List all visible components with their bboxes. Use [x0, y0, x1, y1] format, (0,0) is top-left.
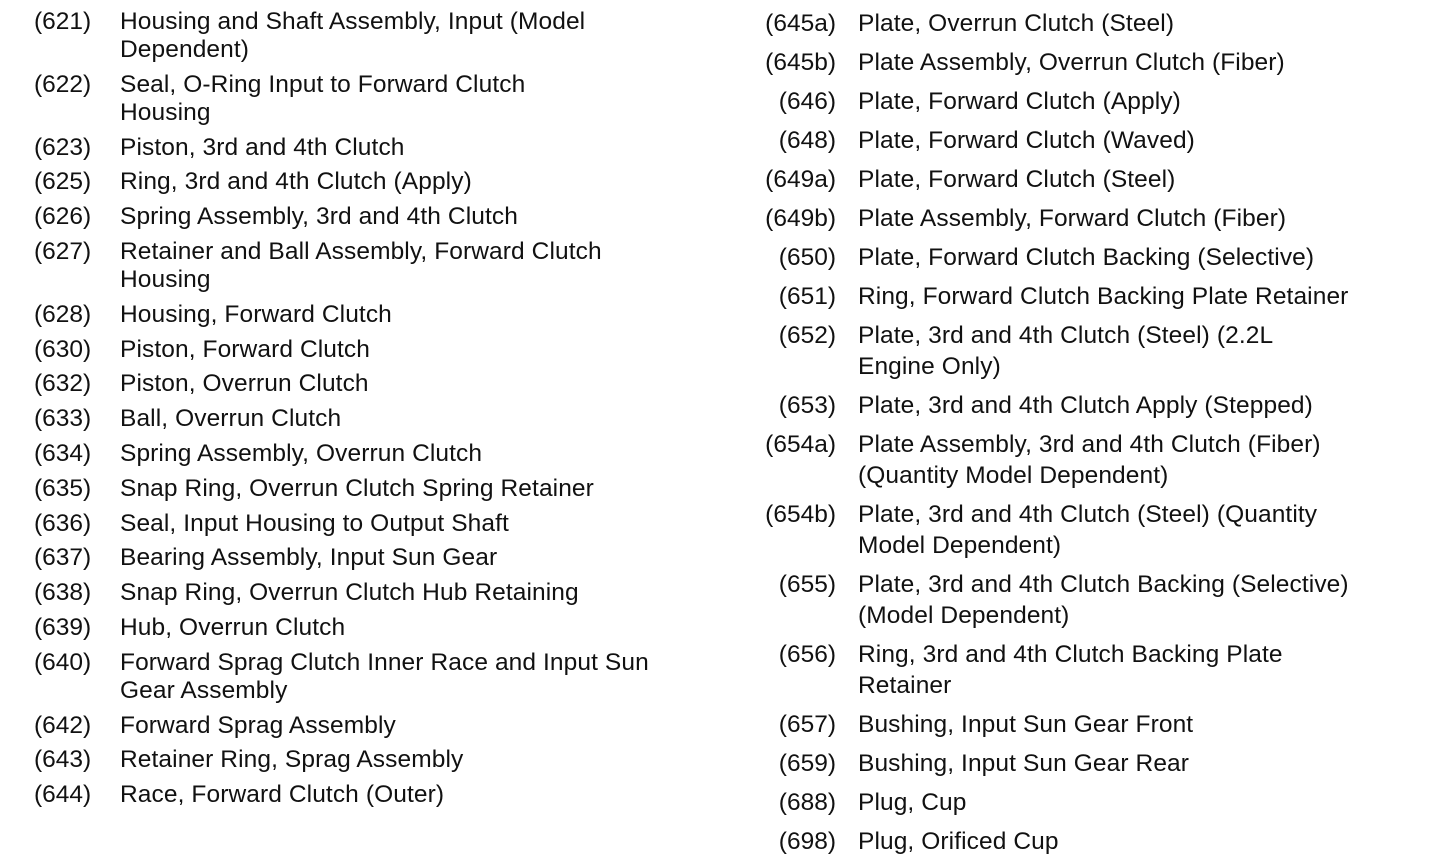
list-item: [34, 203, 714, 231]
part-number: (649b): [765, 205, 836, 232]
part-number: (627): [34, 237, 92, 265]
part-description: Piston, 3rd and 4th Clutch: [120, 133, 405, 161]
part-description: Plate Assembly, Forward Clutch (Fiber): [858, 205, 1287, 232]
part-description: Plate, 3rd and 4th Clutch (Steel) (Quantity Model Dependent): [858, 501, 1318, 559]
list-item: [756, 320, 1436, 382]
list-item: [34, 510, 714, 538]
part-number: (656): [778, 641, 836, 668]
part-description: Retainer and Ball Assembly, Forward Clutch Housing: [120, 237, 602, 293]
list-item: [756, 203, 1436, 234]
parts-list-right: [756, 8, 1436, 865]
part-description: Plate, Forward Clutch (Apply): [858, 88, 1181, 115]
part-number: (688): [778, 789, 836, 816]
part-number: (635): [34, 474, 92, 502]
part-description: Piston, Overrun Clutch: [120, 370, 369, 398]
part-number: (636): [34, 509, 92, 537]
list-item: [756, 499, 1436, 561]
part-number: (642): [34, 711, 92, 739]
part-number: (650): [778, 244, 836, 271]
list-item: [34, 614, 714, 642]
part-description: Ring, Forward Clutch Backing Plate Retainer: [858, 283, 1349, 310]
part-description: Snap Ring, Overrun Clutch Spring Retainer: [120, 474, 594, 502]
list-item: [756, 164, 1436, 195]
list-item: [34, 440, 714, 468]
part-description: Forward Sprag Clutch Inner Race and Input Sun Gear Assembly: [120, 648, 649, 704]
part-number: (634): [34, 439, 92, 467]
list-item: [34, 168, 714, 196]
part-description: Spring Assembly, Overrun Clutch: [120, 439, 483, 467]
part-number: (639): [34, 613, 92, 641]
part-description: Ring, 3rd and 4th Clutch Backing Plate Retainer: [858, 641, 1283, 699]
part-description: Piston, Forward Clutch: [120, 335, 371, 363]
part-description: Plate Assembly, Overrun Clutch (Fiber): [858, 49, 1285, 76]
part-number: (654a): [765, 431, 836, 458]
part-number: (633): [34, 405, 92, 433]
list-item: [34, 579, 714, 607]
part-number: (649a): [765, 166, 836, 193]
part-number: (651): [778, 283, 836, 310]
part-number: (644): [34, 781, 92, 809]
list-item: [34, 301, 714, 329]
part-number: (698): [778, 828, 836, 855]
part-description: Plug, Orificed Cup: [858, 828, 1059, 855]
list-item: [34, 649, 714, 705]
part-number: (653): [778, 392, 836, 419]
list-item: [34, 238, 714, 294]
part-description: Plate, 3rd and 4th Clutch Apply (Stepped): [858, 392, 1313, 419]
part-description: Retainer Ring, Sprag Assembly: [120, 746, 464, 774]
parts-list-left: [34, 8, 714, 816]
part-description: Plate, 3rd and 4th Clutch Backing (Selective) (Model Dependent): [858, 571, 1349, 629]
list-item: [756, 242, 1436, 273]
part-number: (654b): [765, 501, 836, 528]
list-item: [756, 826, 1436, 857]
list-item: [34, 544, 714, 572]
part-number: (659): [778, 750, 836, 777]
part-description: Plate, Forward Clutch (Steel): [858, 166, 1176, 193]
part-description: Plate, Forward Clutch Backing (Selective): [858, 244, 1315, 271]
part-description: Plug, Cup: [858, 789, 967, 816]
part-description: Spring Assembly, 3rd and 4th Clutch: [120, 203, 518, 231]
list-item: [756, 281, 1436, 312]
part-number: (645a): [765, 10, 836, 37]
part-number: (645b): [765, 49, 836, 76]
list-item: [34, 8, 714, 64]
part-description: Snap Ring, Overrun Clutch Hub Retaining: [120, 579, 579, 607]
list-item: [756, 787, 1436, 818]
list-item: [756, 429, 1436, 491]
part-description: Bearing Assembly, Input Sun Gear: [120, 544, 498, 572]
part-description: Plate, Overrun Clutch (Steel): [858, 10, 1175, 37]
part-description: Plate, Forward Clutch (Waved): [858, 127, 1195, 154]
list-item: [756, 8, 1436, 39]
part-description: Plate Assembly, 3rd and 4th Clutch (Fiber) (Quantity Model Dependent): [858, 431, 1321, 489]
part-description: Race, Forward Clutch (Outer): [120, 781, 445, 809]
part-description: Housing and Shaft Assembly, Input (Model Dependent): [120, 8, 586, 63]
part-description: Plate, 3rd and 4th Clutch (Steel) (2.2L Engine Only): [858, 322, 1273, 380]
list-item: [756, 709, 1436, 740]
part-number: (657): [778, 711, 836, 738]
list-item: [34, 71, 714, 127]
part-number: (652): [778, 322, 836, 349]
list-item: [756, 390, 1436, 421]
part-number: (625): [34, 168, 92, 196]
part-number: (646): [778, 88, 836, 115]
part-description: Bushing, Input Sun Gear Rear: [858, 750, 1190, 777]
part-description: Ring, 3rd and 4th Clutch (Apply): [120, 168, 472, 196]
part-number: (638): [34, 579, 92, 607]
list-item: [756, 47, 1436, 78]
list-item: [756, 748, 1436, 779]
part-number: (640): [34, 648, 92, 676]
list-item: [34, 475, 714, 503]
list-item: [34, 746, 714, 774]
list-item: [34, 134, 714, 162]
part-description: Bushing, Input Sun Gear Front: [858, 711, 1194, 738]
list-item: [756, 125, 1436, 156]
part-number: (621): [34, 8, 92, 35]
part-number: (637): [34, 544, 92, 572]
part-number: (623): [34, 133, 92, 161]
part-description: Forward Sprag Assembly: [120, 711, 396, 739]
list-item: [756, 639, 1436, 701]
list-item: [34, 370, 714, 398]
part-number: (632): [34, 370, 92, 398]
part-number: (630): [34, 335, 92, 363]
part-number: (643): [34, 746, 92, 774]
list-item: [756, 86, 1436, 117]
part-number: (655): [778, 571, 836, 598]
part-description: Seal, O-Ring Input to Forward Clutch Housing: [120, 70, 526, 126]
list-item: [34, 781, 714, 809]
list-item: [756, 569, 1436, 631]
part-number: (622): [34, 70, 92, 98]
part-description: Housing, Forward Clutch: [120, 300, 392, 328]
list-item: [34, 712, 714, 740]
list-item: [34, 336, 714, 364]
part-number: (626): [34, 203, 92, 231]
part-number: (628): [34, 300, 92, 328]
list-item: [34, 405, 714, 433]
part-number: (648): [778, 127, 836, 154]
part-description: Hub, Overrun Clutch: [120, 613, 346, 641]
part-description: Ball, Overrun Clutch: [120, 405, 342, 433]
part-description: Seal, Input Housing to Output Shaft: [120, 509, 509, 537]
